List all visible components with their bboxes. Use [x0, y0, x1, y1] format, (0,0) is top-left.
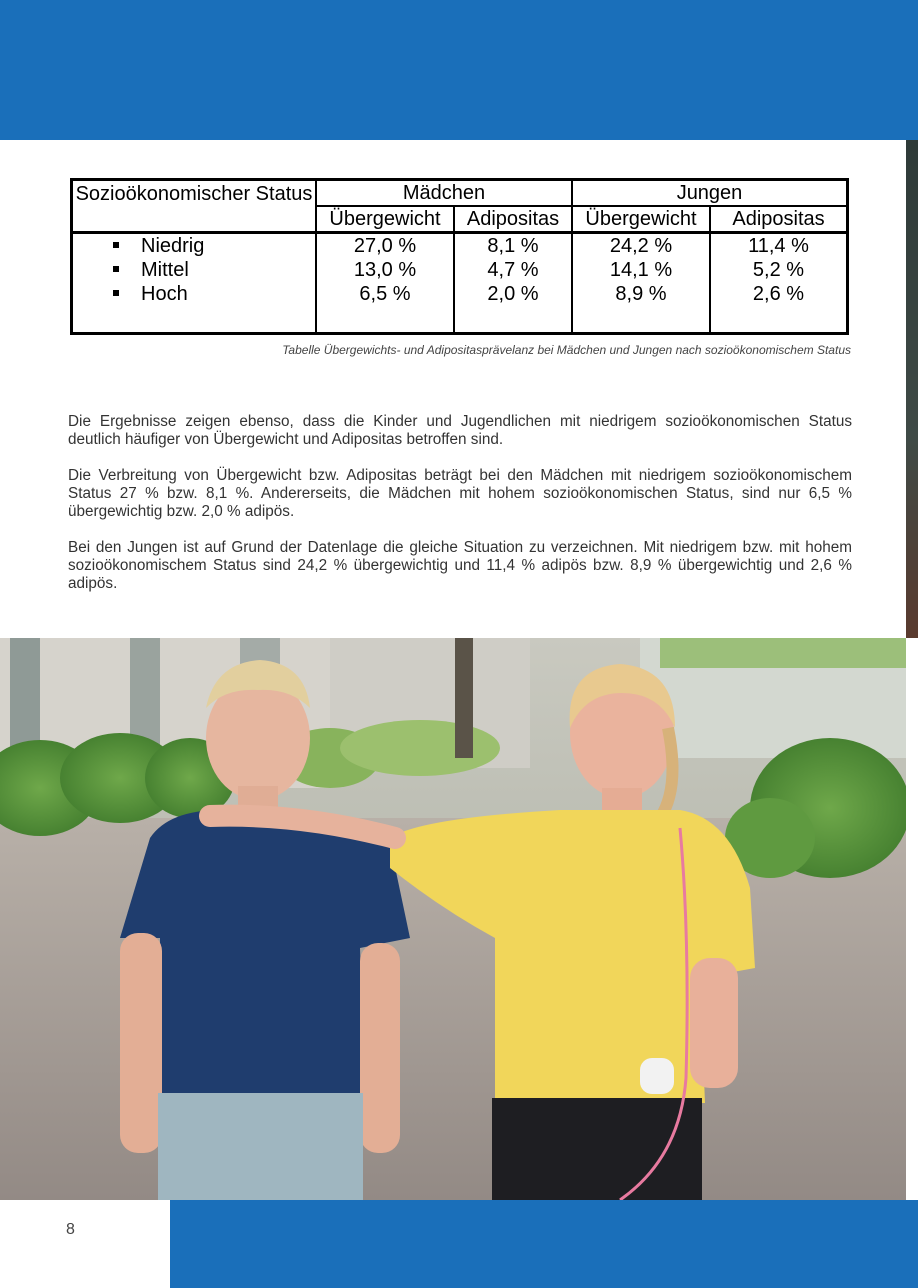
prevalence-table [70, 178, 849, 335]
table-header-row [72, 180, 848, 207]
bullet-icon [113, 290, 119, 296]
table-caption: Tabelle Übergewichts- und Adipositasprävelanz bei Mädchen und Jungen nach sozioökonomischem Status [282, 343, 851, 357]
table-cell: 14,1 % [609, 259, 673, 281]
header-band [0, 0, 918, 140]
table-cell: 11,4 % [748, 235, 809, 257]
header-status: Sozioökonomischer Status [72, 180, 317, 233]
paragraph-1: Die Ergebnisse zeigen ebenso, dass die Kinder und Jugendlichen mit niedrigem sozioökonomischen Status deutlich häufiger von Übergewicht und Adipositas betroffen sind. [68, 413, 852, 448]
j-uebergewicht-column [572, 233, 710, 334]
paragraph-3: Bei den Jungen ist auf Grund der Datenlage die gleiche Situation zu verzeichnen. Mit niedrigem bzw. mit hohem sozioökonomischem Status sind 24,2 % übergewichtig und 11,4 % adipös bzw. 8,9 % übergewichtig und 2,6 % adipös. [68, 539, 852, 592]
m-uebergewicht-column [316, 233, 454, 334]
footer-band [170, 1200, 918, 1288]
status-item: Mittel [113, 258, 315, 282]
table-cell: 5,2 % [752, 259, 805, 281]
bullet-icon [113, 242, 119, 248]
j-adipositas-column [710, 233, 848, 334]
page-number: 8 [66, 1221, 75, 1238]
m-adipositas-column [454, 233, 572, 334]
table-cell: 4,7 % [487, 259, 539, 281]
table-cell: 8,1 % [487, 235, 539, 257]
status-item: Hoch [113, 282, 315, 306]
table-cell: 2,0 % [487, 283, 539, 305]
page-edge-strip [906, 140, 918, 638]
paragraph-2: Die Verbreitung von Übergewicht bzw. Adipositas beträgt bei den Mädchen mit niedrigem sozioökonomischem Status 27 % bzw. 8,1 %. Andererseits, die Mädchen mit hohem sozioökonomischen Status, sind nur 6,5 % übergewichtig bzw. 2,0 % adipös. [68, 467, 852, 520]
photo-illustration [0, 638, 906, 1200]
header-maedchen: Mädchen [316, 180, 572, 207]
children-photo [0, 638, 906, 1200]
header-j-uebergewicht: Übergewicht [572, 206, 710, 233]
table-cell: 6,5 % [359, 283, 411, 305]
table-body-row [72, 233, 848, 334]
table-cell: 2,6 % [752, 283, 805, 305]
table-cell: 13,0 % [353, 259, 417, 281]
status-column [72, 233, 317, 334]
header-jungen: Jungen [572, 180, 848, 207]
header-m-adipositas: Adipositas [454, 206, 572, 233]
status-item: Niedrig [113, 234, 315, 258]
bullet-icon [113, 266, 119, 272]
header-j-adipositas: Adipositas [710, 206, 848, 233]
header-m-uebergewicht: Übergewicht [316, 206, 454, 233]
table-cell: 27,0 % [353, 235, 417, 257]
table-cell: 24,2 % [609, 235, 673, 257]
table-cell: 8,9 % [615, 283, 667, 305]
